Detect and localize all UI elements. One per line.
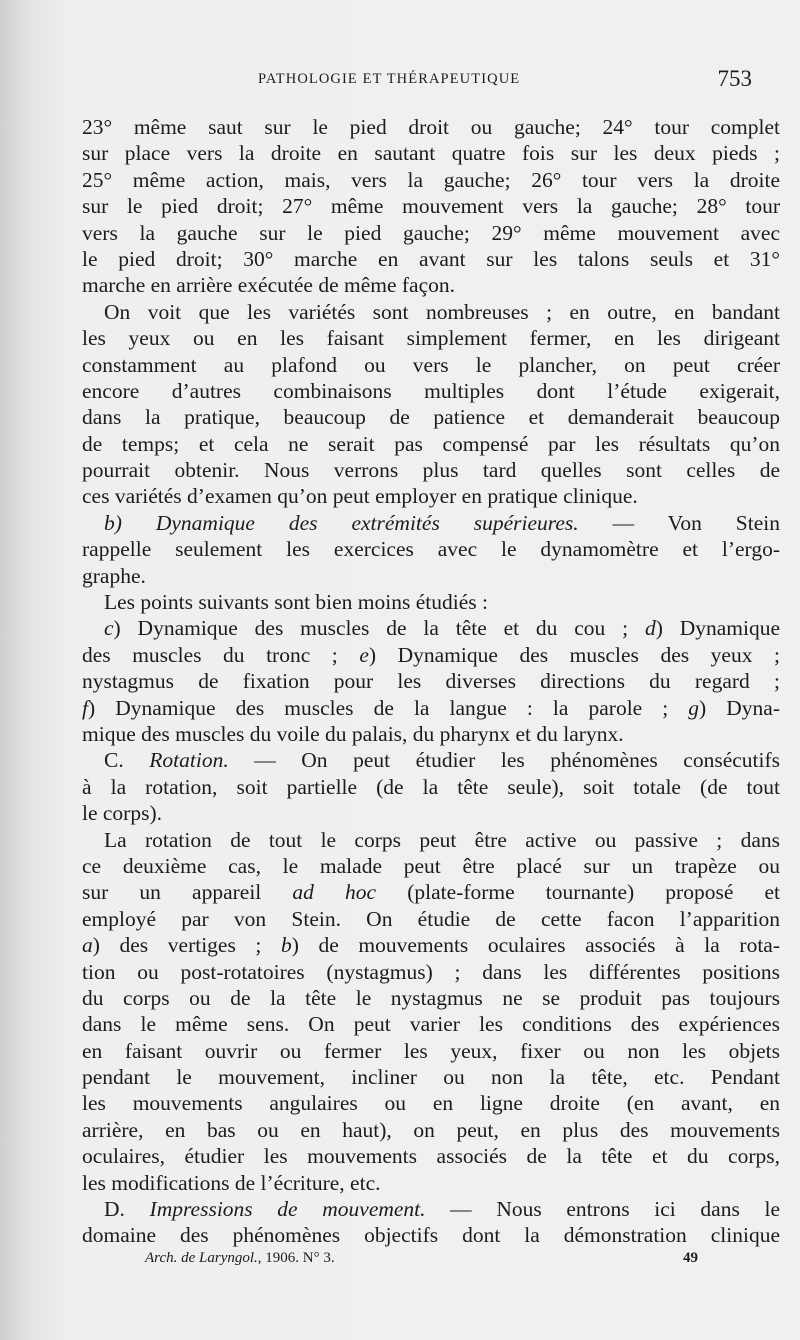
text-segment: pendant le mouvement, incliner ou non la tête, etc. Pendant (82, 1065, 780, 1090)
text-line (82, 352, 780, 378)
text-line (82, 299, 780, 325)
text-segment: ce deuxième cas, le malade peut être placé sur un trapèze ou (82, 853, 780, 878)
text-segment: ) Dynamique des muscles des yeux ; (368, 642, 780, 667)
text-line (82, 483, 780, 509)
text-segment: pourrait obtenir. Nous verrons plus tard quelles sont celles de (82, 458, 780, 483)
text-segment: mique des muscles du voile du palais, du pharynx et du larynx. (82, 721, 624, 746)
text-line (82, 985, 780, 1011)
signature-mark: 49 (683, 1250, 698, 1266)
text-line (82, 932, 780, 958)
text-segment: ) Dynamique des muscles de la tête et du cou ; (113, 616, 645, 641)
text-segment: les mouvements angulaires ou en ligne droite (en avant, en (82, 1091, 780, 1116)
text-line (82, 114, 780, 140)
text-line (82, 695, 780, 721)
text-segment: du corps ou de la tête le nystagmus ne se produit pas toujours (82, 985, 780, 1010)
text-line (82, 457, 780, 483)
text-line (82, 1011, 780, 1037)
text-segment: sur un appareil (82, 880, 293, 905)
text-segment: — On peut étudier les phénomènes consécutifs (228, 748, 780, 773)
text-line (82, 1143, 780, 1169)
italic-text: f (82, 695, 88, 720)
italic-text: c (104, 616, 114, 641)
text-line (82, 431, 780, 457)
text-segment: nystagmus de fixation pour les diverses directions du regard ; (82, 669, 780, 694)
page-footer (145, 1250, 698, 1267)
italic-text: d (644, 616, 656, 641)
running-title: PATHOLOGIE ET THÉRAPEUTIQUE (258, 71, 521, 87)
italic-text: Rotation. (149, 748, 229, 773)
text-segment: des muscles du tronc ; (82, 642, 360, 667)
text-segment: ces variétés d’examen qu’on peut employer en pratique clinique. (82, 484, 638, 509)
text-segment: ) Dynamique des muscles de la langue : la parole ; (87, 695, 689, 720)
text-line (82, 510, 780, 536)
text-line (82, 1038, 780, 1064)
text-segment: de temps; et cela ne serait pas compensé par les résultats qu’on (82, 431, 780, 456)
italic-text: b (281, 933, 292, 958)
text-segment: tion ou post-rotatoires (nystagmus) ; dans les différentes positions (82, 959, 780, 984)
text-segment: le corps). (82, 801, 162, 826)
italic-text: e (359, 642, 369, 667)
text-line (82, 1222, 780, 1248)
text-line (82, 1064, 780, 1090)
text-line (82, 563, 780, 589)
text-segment: ) de mouvements oculaires associés à la rota- (291, 933, 780, 958)
text-segment: constamment au plafond ou vers le plancher, on peut créer (82, 352, 780, 377)
text-line (82, 642, 780, 668)
text-line (82, 879, 780, 905)
text-segment: — Nous entrons ici dans le (425, 1197, 780, 1222)
text-line (82, 1196, 780, 1222)
text-segment: oculaires, étudier les mouvements associés de la tête et du corps, (82, 1144, 780, 1169)
body-text (82, 114, 780, 1249)
text-segment: La rotation de tout le corps peut être active ou passive ; dans (104, 827, 780, 852)
text-segment: D. (104, 1197, 150, 1222)
text-line (82, 246, 780, 272)
text-line (82, 959, 780, 985)
italic-text: Impressions de mouvement. (149, 1197, 426, 1222)
text-line (82, 668, 780, 694)
text-segment: graphe. (82, 563, 146, 588)
text-segment: les modifications de l’écriture, etc. (82, 1170, 381, 1195)
text-line (82, 167, 780, 193)
italic-text: ad hoc (292, 880, 377, 905)
italic-text: g (688, 695, 700, 720)
text-segment: (plate-forme tournante) proposé et (376, 880, 780, 905)
text-line (82, 1090, 780, 1116)
text-segment: à la rotation, soit partielle (de la tête seule), soit totale (de tout (82, 774, 780, 799)
text-line (82, 404, 780, 430)
text-line (82, 589, 780, 615)
text-segment: arrière, en bas ou en haut), on peut, en plus des mouvements (82, 1117, 780, 1142)
text-segment: vers la gauche sur le pied gauche; 29° même mouvement avec (82, 220, 780, 245)
text-line (82, 721, 780, 747)
text-line (82, 800, 780, 826)
italic-text: b) (104, 510, 156, 535)
text-segment: ) Dynamique (655, 616, 780, 641)
text-segment: marche en arrière exécutée de même façon. (82, 273, 456, 298)
text-segment: dans le même sens. On peut varier les conditions des expériences (82, 1012, 780, 1037)
text-segment: sur place vers la droite en sautant quatre fois sur les deux pieds ; (82, 141, 780, 166)
text-segment: — Von Stein (578, 510, 780, 535)
text-segment: Les points suivants sont bien moins étudiés : (104, 590, 488, 615)
text-segment: ) des vertiges ; (92, 933, 282, 958)
text-line (82, 220, 780, 246)
text-line (82, 378, 780, 404)
text-line (82, 906, 780, 932)
text-segment: encore d’autres combinaisons multiples dont l’étude exigerait, (82, 378, 780, 403)
text-segment: domaine des phénomènes objectifs dont la démonstration clinique (82, 1223, 780, 1248)
text-segment: ) Dyna- (699, 695, 780, 720)
page-number: 753 (717, 66, 752, 91)
text-line (82, 193, 780, 219)
text-line (82, 774, 780, 800)
text-segment: C. (104, 748, 150, 773)
text-segment: 25° même action, mais, vers la gauche; 26° tour vers la droite (82, 167, 780, 192)
journal-name: Arch. de Laryngol. (145, 1250, 258, 1266)
text-segment: employé par von Stein. On étudie de cette facon l’apparition (82, 906, 780, 931)
text-segment: rappelle seulement les exercices avec le dynamomètre et l’ergo- (82, 537, 780, 562)
text-line (82, 1170, 780, 1196)
text-segment: les yeux ou en les faisant simplement fermer, en les dirigeant (82, 326, 780, 351)
text-segment: 23° même saut sur le pied droit ou gauche; 24° tour complet (82, 115, 780, 139)
text-segment: le pied droit; 30° marche en avant sur les talons seuls et 31° (82, 246, 780, 271)
journal-issue: , 1906. N° 3. (257, 1250, 335, 1266)
text-segment: en faisant ouvrir ou fermer les yeux, fixer ou non les objets (82, 1038, 780, 1063)
text-line (82, 1117, 780, 1143)
italic-text: a (82, 933, 93, 958)
text-line (82, 747, 780, 773)
text-segment: On voit que les variétés sont nombreuses ; en outre, en bandant (104, 299, 780, 324)
text-line (82, 325, 780, 351)
text-line (82, 615, 780, 641)
italic-text: Dynamique des extrémités supérieures. (155, 510, 579, 535)
text-line (82, 853, 780, 879)
text-line (82, 272, 780, 298)
text-line (82, 536, 780, 562)
text-segment: dans la pratique, beaucoup de patience et demanderait beaucoup (82, 405, 780, 430)
text-line (82, 827, 780, 853)
text-line (82, 140, 780, 166)
page-header (258, 66, 752, 96)
text-segment: sur le pied droit; 27° même mouvement vers la gauche; 28° tour (82, 194, 780, 219)
